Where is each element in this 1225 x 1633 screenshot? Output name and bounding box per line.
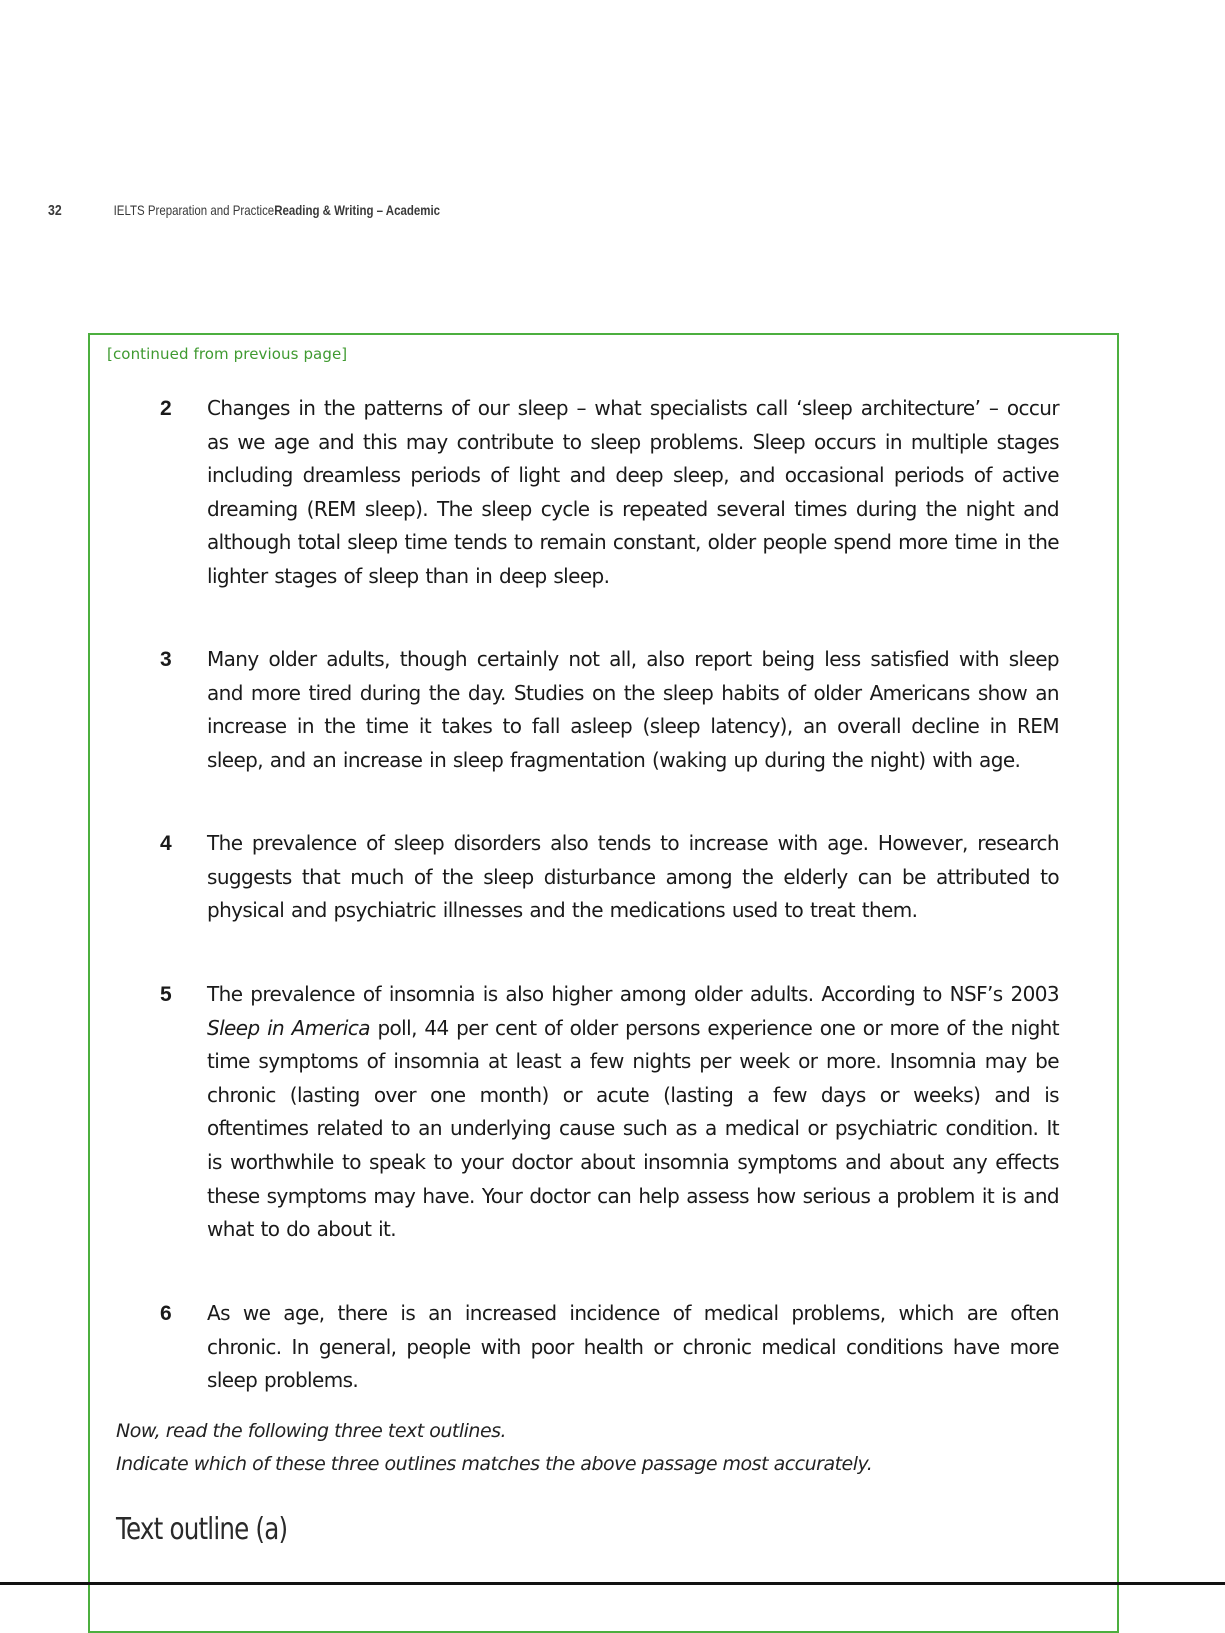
paragraph-text: As we age, there is an increased incidence of medical problems, which are often chronic. In general, people with poor health or chronic medical conditions have more sleep problems. (207, 1301, 1059, 1393)
instructions (116, 1415, 1076, 1481)
continued-note: [continued from previous page] (107, 345, 348, 363)
paragraph-number: 5 (160, 983, 172, 1006)
paragraph-number: 4 (160, 832, 172, 855)
book-title: IELTS Preparation and Practice (113, 202, 275, 218)
paragraph-text (207, 978, 1059, 1247)
poll-title: Sleep in America (207, 1015, 370, 1040)
instruction-line-1: Now, read the following three text outlines. (116, 1420, 507, 1442)
paragraph-text: The prevalence of sleep disorders also tends to increase with age. However, research suggests that much of the sleep disturbance among the elderly can be attributed to physical and psychiatric illnesses and the medications used to treat them. (207, 831, 1059, 923)
book-subtitle: Reading & Writing – Academic (274, 202, 441, 218)
paragraph-text: Changes in the patterns of our sleep – what specialists call ‘sleep architecture’ – occur as we age and this may contribute to sleep problems. Sleep occurs in multiple stages including dreamless periods of light and deep sleep, and occasional periods of active dreaming (REM sleep). The sleep cycle is repeated several times during the night and although total sleep time tends to remain constant, older people spend more time in the lighter stages of sleep than in deep sleep. (207, 396, 1059, 588)
instruction-line-2: Indicate which of these three outlines matches the above passage most accurately. (116, 1453, 873, 1475)
passage-box (88, 333, 1119, 1633)
running-header (48, 199, 440, 221)
paragraph-text-start: The prevalence of insomnia is also higher among older adults. According to NSF’s 2003 (207, 982, 1059, 1006)
page-number: 32 (48, 201, 62, 219)
paragraph-number: 2 (160, 397, 172, 420)
paragraph-text: Many older adults, though certainly not all, also report being less satisfied with sleep and more tired during the day. Studies on the sleep habits of older Americans show an increase in the time it takes to fall asleep (sleep latency), an overall decline in REM sleep, and an increase in sleep fragmentation (waking up during the night) with age. (207, 647, 1059, 772)
paragraph-number: 3 (160, 648, 172, 671)
paragraph-number: 6 (160, 1302, 172, 1325)
outline-heading: Text outline (a) (116, 1512, 288, 1547)
paragraph-text-end: poll, 44 per cent of older persons experience one or more of the night time symptoms of insomnia at least a few nights per week or more. Insomnia may be chronic (lasting over one month) or acute (lasting a few days or weeks) and is oftentimes related to an underlying cause such as a medical or psychiatric condition. It is worthwhile to speak to your doctor about insomnia symptoms and about any effects these symptoms may have. Your doctor can help assess how serious a problem it is and what to do about it. (207, 1015, 1059, 1242)
